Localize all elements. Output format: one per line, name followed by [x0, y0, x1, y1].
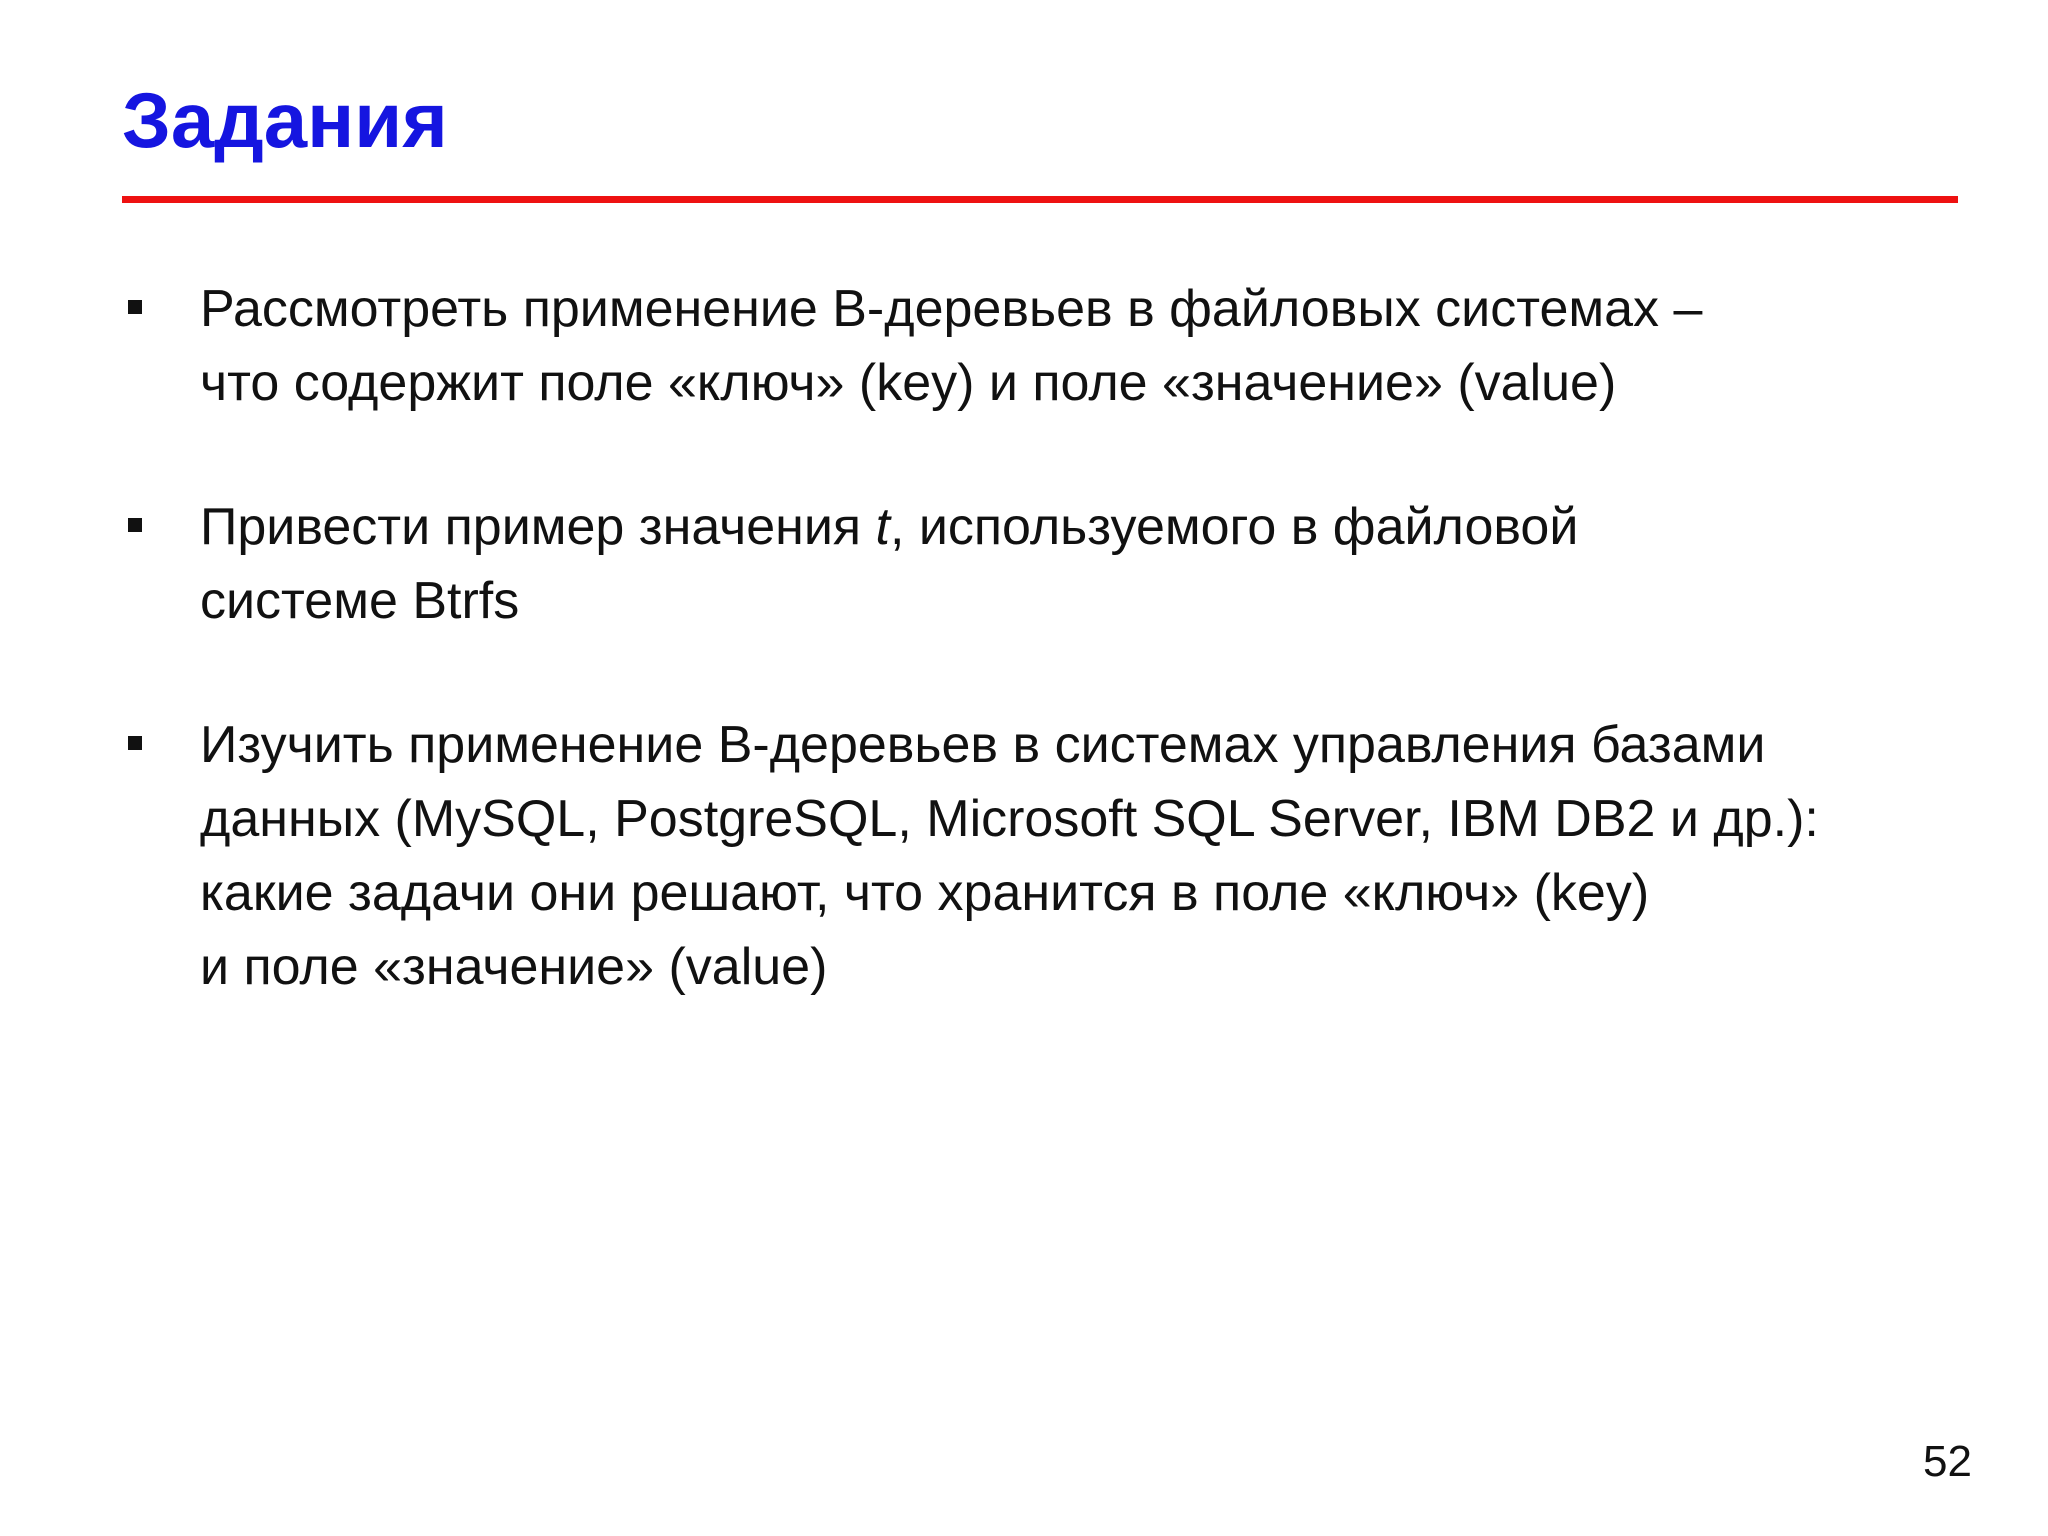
- slide-title: Задания: [122, 76, 448, 164]
- task-text-segment: , используемого в файловой: [889, 498, 1579, 556]
- task-text-line: данных (MySQL, PostgreSQL, Microsoft SQL Server, IBM DB2 и др.):: [200, 790, 1819, 848]
- task-text-line: Изучить применение B-деревьев в системах управления базами: [200, 716, 1766, 774]
- title-divider: [122, 196, 1958, 203]
- task-list: [122, 272, 1922, 1074]
- square-bullet-icon: [128, 736, 142, 750]
- task-text-line: что содержит поле «ключ» (key) и поле «значение» (value): [200, 354, 1617, 412]
- task-text-segment: Привести пример значения: [200, 498, 876, 556]
- task-text-line: системе Btrfs: [200, 572, 520, 630]
- variable-t: t: [875, 498, 890, 556]
- task-text-line: и поле «значение» (value): [200, 938, 828, 996]
- task-item-dbms: [122, 708, 1922, 1004]
- square-bullet-icon: [128, 518, 142, 532]
- task-item-btrfs: [122, 490, 1922, 638]
- page-number: 52: [1923, 1437, 1972, 1486]
- task-text-line: [200, 490, 1922, 564]
- task-text-line: Рассмотреть применение B-деревьев в файловых системах –: [200, 280, 1703, 338]
- task-item-file-systems: [122, 272, 1922, 420]
- square-bullet-icon: [128, 300, 142, 314]
- task-text-line: какие задачи они решают, что хранится в поле «ключ» (key): [200, 864, 1650, 922]
